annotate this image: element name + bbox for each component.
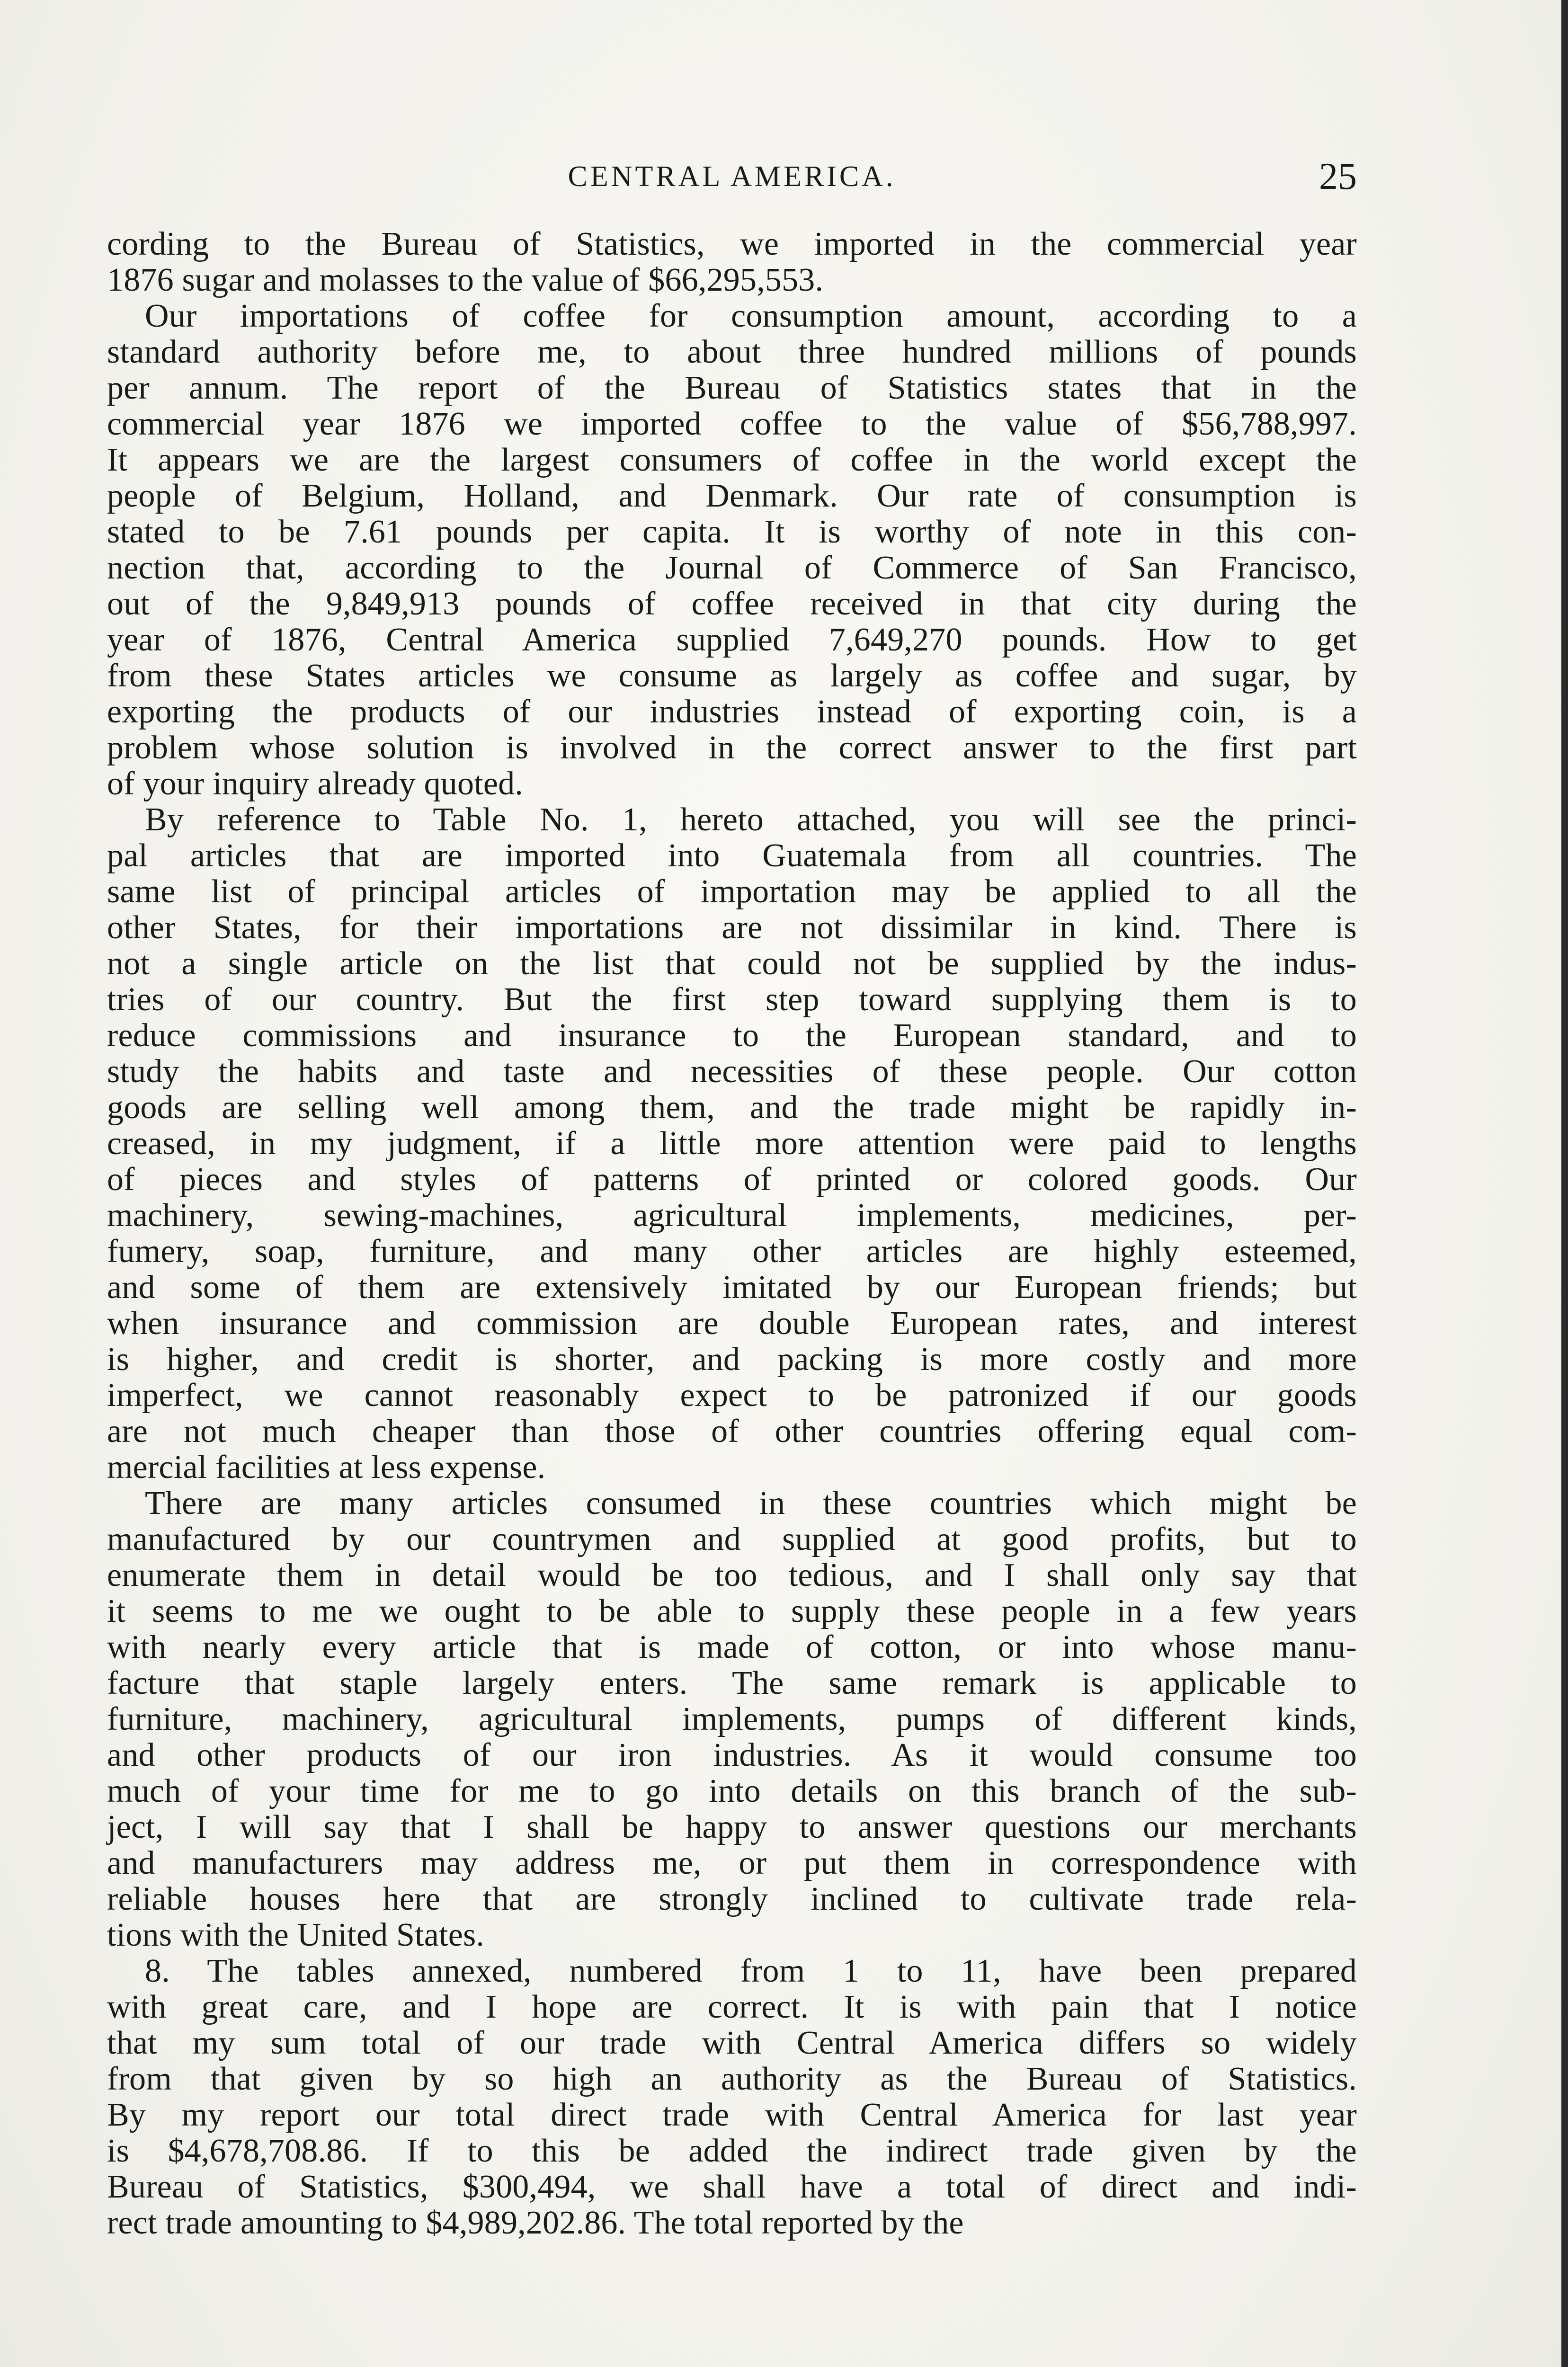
text-line: creased, in my judgment, if a little more attention were paid to lengths [107,1125,1357,1162]
text-line: much of your time for me to go into details on this branch of the sub- [107,1773,1357,1809]
page-header [107,151,1357,203]
text-line: is $4,678,708.86. If to this be added the indirect trade given by the [107,2133,1357,2169]
text-line: manufactured by our countrymen and supplied at good profits, but to [107,1521,1357,1557]
text-line: mercial facilities at less expense. [107,1449,546,1486]
text-line: problem whose solution is involved in the correct answer to the first part [107,730,1357,766]
text-line: with great care, and I hope are correct. It is with pain that I notice [107,1989,1357,2025]
text-line: tions with the United States. [107,1917,485,1953]
text-line: are not much cheaper than those of other countries offering equal com- [107,1413,1357,1450]
text-line: pal articles that are imported into Guatemala from all countries. The [107,837,1357,874]
text-line: and some of them are extensively imitated by our European friends; but [107,1269,1357,1306]
text-line: tries of our country. But the first step toward supplying them is to [107,981,1357,1018]
text-line: people of Belgium, Holland, and Denmark. Our rate of consumption is [107,478,1357,514]
text-line: 1876 sugar and molasses to the value of $66,295,553. [107,262,824,298]
text-line: fumery, soap, furniture, and many other articles are highly esteemed, [107,1233,1357,1270]
paragraph [107,802,1357,1486]
text-line: stated to be 7.61 pounds per capita. It is worthy of note in this con- [107,514,1357,550]
text-line: when insurance and commission are double European rates, and interest [107,1305,1357,1342]
text-line: other States, for their importations are not dissimilar in kind. There is [107,909,1357,946]
text-line: rect trade amounting to $4,989,202.86. The total reported by the [107,2205,964,2241]
text-line: reduce commissions and insurance to the European standard, and to [107,1017,1357,1054]
text-line: commercial year 1876 we imported coffee to the value of $56,788,997. [107,406,1357,442]
text-line: from that given by so high an authority as the Bureau of Statistics. [107,2061,1357,2097]
text-line: same list of principal articles of importation may be applied to all the [107,873,1357,910]
text-line: standard authority before me, to about three hundred millions of pounds [107,334,1357,370]
text-line: and other products of our iron industries. As it would consume too [107,1737,1357,1773]
text-line: Our importations of coffee for consumption amount, according to a [145,298,1357,334]
text-line: study the habits and taste and necessities of these people. Our cotton [107,1053,1357,1090]
text-line: and manufacturers may address me, or put them in correspondence with [107,1845,1357,1881]
page-number: 25 [1319,156,1357,197]
text-line: that my sum total of our trade with Central America differs so widely [107,2025,1357,2061]
text-line: it seems to me we ought to be able to supply these people in a few years [107,1593,1357,1629]
text-line: machinery, sewing-machines, agricultural implements, medicines, per- [107,1197,1357,1234]
paragraph [107,1953,1357,2241]
text-line: year of 1876, Central America supplied 7,649,270 pounds. How to get [107,622,1357,658]
text-line: not a single article on the list that could not be supplied by the indus- [107,945,1357,982]
text-line: 8. The tables annexed, numbered from 1 to 11, have been prepared [145,1953,1357,1989]
text-line: from these States articles we consume as largely as coffee and sugar, by [107,658,1357,694]
text-line: per annum. The report of the Bureau of Statistics states that in the [107,370,1357,406]
text-line: of pieces and styles of patterns of printed or colored goods. Our [107,1161,1357,1198]
text-line: cording to the Bureau of Statistics, we imported in the commercial year [107,226,1357,262]
text-line: out of the 9,849,913 pounds of coffee received in that city during the [107,586,1357,622]
text-line: enumerate them in detail would be too tedious, and I shall only say that [107,1557,1357,1593]
text-line: imperfect, we cannot reasonably expect to be patronized if our goods [107,1377,1357,1414]
text-line: furniture, machinery, agricultural implements, pumps of different kinds, [107,1701,1357,1737]
text-line: goods are selling well among them, and the trade might be rapidly in- [107,1089,1357,1126]
paragraph [107,298,1357,802]
paragraph [107,226,1357,298]
running-head: CENTRAL AMERICA. [568,160,896,193]
text-line: with nearly every article that is made of cotton, or into whose manu- [107,1629,1357,1665]
scan-edge [1561,0,1568,2367]
text-line: nection that, according to the Journal of Commerce of San Francisco, [107,550,1357,586]
text-line: There are many articles consumed in these countries which might be [145,1485,1357,1522]
text-line: By reference to Table No. 1, hereto attached, you will see the princi- [145,801,1357,838]
text-line: facture that staple largely enters. The same remark is applicable to [107,1665,1357,1701]
text-line: It appears we are the largest consumers of coffee in the world except the [107,442,1357,478]
text-line: Bureau of Statistics, $300,494, we shall have a total of direct and indi- [107,2169,1357,2205]
body-text [107,226,1357,2241]
paragraph [107,1486,1357,1953]
text-line: is higher, and credit is shorter, and packing is more costly and more [107,1341,1357,1378]
text-line: of your inquiry already quoted. [107,765,524,802]
text-line: ject, I will say that I shall be happy to answer questions our merchants [107,1809,1357,1845]
text-line: By my report our total direct trade with Central America for last year [107,2097,1357,2133]
text-line: exporting the products of our industries instead of exporting coin, is a [107,694,1357,730]
text-line: reliable houses here that are strongly inclined to cultivate trade rela- [107,1881,1357,1917]
